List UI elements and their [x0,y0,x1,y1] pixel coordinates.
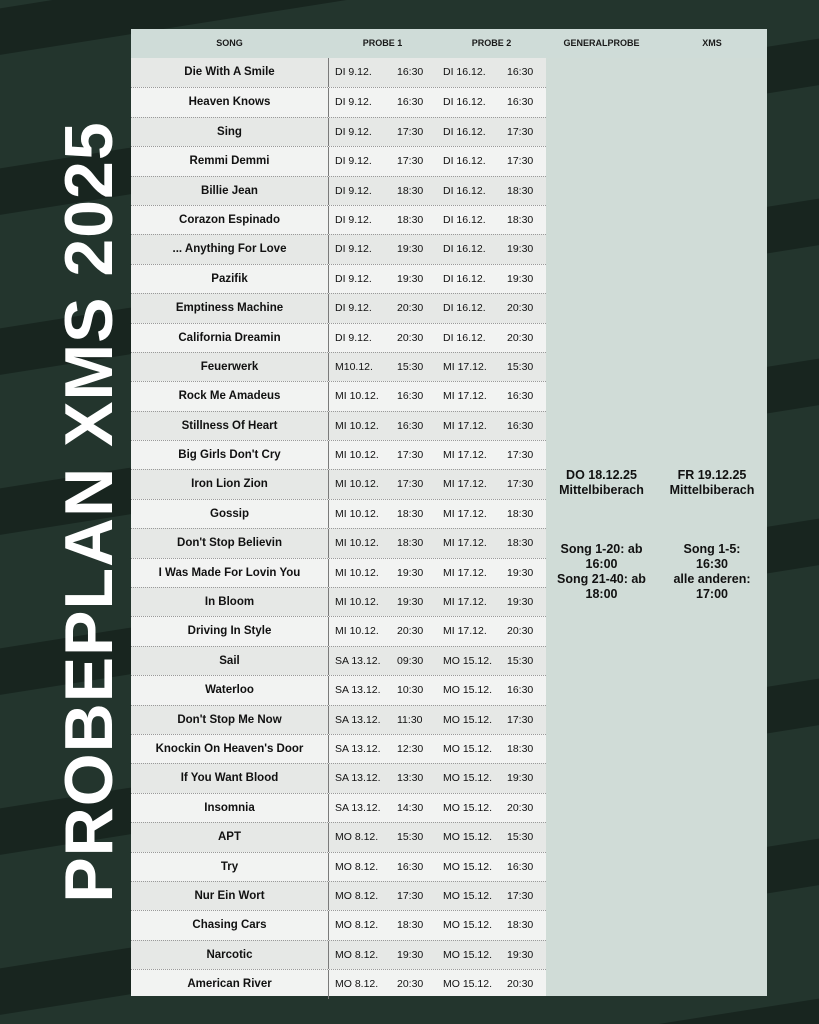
probe1-date: MI 10.12. [335,566,379,579]
table-row [131,793,546,822]
table-row [131,528,546,557]
probe1-time: 16:30 [397,390,424,403]
song-title: American River [187,978,272,991]
probe2-time: 20:30 [507,978,534,991]
table-row [131,822,546,851]
column-divider [328,235,329,263]
column-divider [328,441,329,469]
probe1-time: 19:30 [397,566,424,579]
table-row [131,734,546,763]
probe2-time: 17:30 [507,713,534,726]
column-divider [328,147,329,175]
column-divider [328,88,329,116]
probe2-date: MO 15.12. [443,713,493,726]
probe1-time: 18:30 [397,184,424,197]
song-title: Don't Stop Believin [177,537,282,550]
probe1-time: 16:30 [397,96,424,109]
table-row [131,293,546,322]
probe1-date: MI 10.12. [335,596,379,609]
probe1-date: MI 10.12. [335,537,379,550]
probe2-date: MI 17.12. [443,596,487,609]
generalprobe-time-line: 18:00 [585,587,618,601]
column-divider [328,353,329,381]
probe2-date: MO 15.12. [443,772,493,785]
table-row [131,440,546,469]
probe2-date: MI 17.12. [443,449,487,462]
probe2-time: 19:30 [507,272,534,285]
column-divider [328,647,329,675]
probe2-time: 19:30 [507,772,534,785]
probe2-time: 16:30 [507,684,534,697]
column-divider [328,500,329,528]
probe2-time: 16:30 [507,66,534,78]
probe2-time: 19:30 [507,243,534,256]
probe2-date: MO 15.12. [443,948,493,961]
song-title: Don't Stop Me Now [177,713,282,726]
probe1-time: 19:30 [397,243,424,256]
column-divider [328,206,329,234]
song-title: Insomnia [204,801,255,814]
probe1-time: 18:30 [397,919,424,932]
probe1-time: 17:30 [397,478,424,491]
probe2-date: MI 17.12. [443,390,487,403]
probe1-time: 12:30 [397,742,424,755]
probe1-time: 18:30 [397,537,424,550]
probe2-time: 17:30 [507,449,534,462]
probe2-date: DI 16.12. [443,125,486,138]
probe1-time: 09:30 [397,654,424,667]
probe2-date: MI 17.12. [443,507,487,520]
xms-time-line: alle anderen: [673,572,751,586]
song-title: In Bloom [204,596,255,609]
xms-time-line: Song 1-5: [683,542,741,556]
table-row [131,352,546,381]
table-row [131,940,546,969]
header-song: SONG [216,38,243,48]
probe1-date: DI 9.12. [335,184,372,197]
column-divider [328,58,329,87]
table-row [131,499,546,528]
xms-time-line: 16:30 [696,557,728,571]
table-row [131,146,546,175]
probe1-date: MI 10.12. [335,449,379,462]
song-title: APT [218,831,241,844]
song-title: Sing [217,125,242,138]
probe1-time: 17:30 [397,449,424,462]
column-divider [328,382,329,410]
probe1-time: 13:30 [397,772,424,785]
table-row [131,705,546,734]
table-row [131,910,546,939]
column-divider [328,853,329,881]
probe1-time: 18:30 [397,507,424,520]
table-header [131,29,767,58]
song-title: If You Want Blood [180,772,279,785]
probe2-time: 18:30 [507,213,534,226]
probe2-date: MI 17.12. [443,537,487,550]
probe2-date: MO 15.12. [443,919,493,932]
probe1-time: 19:30 [397,272,424,285]
column-divider [328,706,329,734]
column-divider [328,617,329,645]
probe2-date: MO 15.12. [443,831,493,844]
generalprobe-location: Mittelbiberach [559,483,644,497]
probe1-date: MI 10.12. [335,625,379,638]
generalprobe-cell [546,58,657,996]
table-row [131,675,546,704]
probe2-time: 17:30 [507,125,534,138]
probe2-time: 17:30 [507,478,534,491]
probe2-date: MO 15.12. [443,978,493,991]
probe1-time: 16:30 [397,419,424,432]
probe2-date: MI 17.12. [443,419,487,432]
probe1-time: 17:30 [397,155,424,168]
column-divider [328,911,329,939]
probe2-date: MI 17.12. [443,360,487,373]
song-title: ... Anything For Love [172,243,287,256]
probe2-time: 17:30 [507,155,534,168]
column-divider [328,470,329,498]
song-title: Heaven Knows [188,96,271,109]
song-title: Stillness Of Heart [181,419,278,432]
probe1-date: MI 10.12. [335,390,379,403]
probe1-date: SA 13.12. [335,713,381,726]
probe2-date: DI 16.12. [443,66,486,78]
xms-date: FR 19.12.25 [677,468,747,482]
probe1-date: SA 13.12. [335,772,381,785]
generalprobe-time-line: Song 1-20: ab [560,542,643,556]
probe2-date: MO 15.12. [443,860,493,873]
song-title: Die With A Smile [184,66,275,78]
probe1-time: 15:30 [397,831,424,844]
probe1-date: SA 13.12. [335,654,381,667]
table-row [131,852,546,881]
probe1-date: SA 13.12. [335,801,381,814]
probe1-date: DI 9.12. [335,125,372,138]
probe1-date: DI 9.12. [335,96,372,109]
table-row [131,411,546,440]
probe1-date: DI 9.12. [335,331,372,344]
probe1-time: 11:30 [397,713,423,726]
song-title: Emptiness Machine [175,302,284,315]
probe2-time: 16:30 [507,390,534,403]
song-title: Pazifik [211,272,248,285]
probe2-time: 15:30 [507,831,534,844]
header-generalprobe: GENERALPROBE [563,38,640,48]
probe1-date: DI 9.12. [335,66,372,78]
probe2-date: MI 17.12. [443,566,487,579]
probe2-date: DI 16.12. [443,302,486,315]
probe2-date: DI 16.12. [443,331,486,344]
probe1-time: 20:30 [397,978,424,991]
song-title: Iron Lion Zion [191,478,268,491]
probe2-time: 16:30 [507,419,534,432]
probe1-time: 15:30 [397,360,424,373]
probe2-time: 18:30 [507,919,534,932]
song-title: Try [220,860,239,873]
probe2-date: MO 15.12. [443,742,493,755]
probe1-time: 20:30 [397,331,424,344]
probe1-date: MO 8.12. [335,831,379,844]
probe2-date: DI 16.12. [443,96,486,109]
column-divider [328,764,329,792]
probe1-date: DI 9.12. [335,243,372,256]
probe2-date: MO 15.12. [443,684,493,697]
song-title: Sail [219,654,240,667]
probe1-date: MI 10.12. [335,478,379,491]
probe1-date: MO 8.12. [335,860,379,873]
probe1-time: 20:30 [397,625,424,638]
table-row [131,587,546,616]
song-title: I Was Made For Lovin You [158,566,301,579]
probe1-date: MO 8.12. [335,919,379,932]
probe1-time: 10:30 [397,684,424,697]
probe2-date: DI 16.12. [443,184,486,197]
song-title: Big Girls Don't Cry [178,449,281,462]
probe1-date: DI 9.12. [335,213,372,226]
song-title: Gossip [210,507,249,520]
table-row [131,58,546,87]
probe2-time: 15:30 [507,654,534,667]
probe1-time: 16:30 [397,860,424,873]
probe2-time: 19:30 [507,566,534,579]
probe2-time: 17:30 [507,889,534,902]
header-xms: XMS [702,38,722,48]
song-title: Nur Ein Wort [194,889,265,902]
probe2-time: 18:30 [507,537,534,550]
probe2-time: 20:30 [507,302,534,315]
column-divider [328,676,329,704]
column-divider [328,412,329,440]
song-title: Rock Me Amadeus [178,390,281,403]
column-divider [328,294,329,322]
probe1-time: 14:30 [397,801,424,814]
table-row [131,117,546,146]
probe1-date: SA 13.12. [335,684,381,697]
generalprobe-time-line: Song 21-40: ab [557,572,646,586]
probe2-time: 16:30 [507,860,534,873]
table-row [131,323,546,352]
table-row [131,646,546,675]
probe1-date: MO 8.12. [335,948,379,961]
song-title: Narcotic [206,948,253,961]
probe2-time: 16:30 [507,96,534,109]
probe2-time: 20:30 [507,331,534,344]
xms-cell [657,58,767,996]
probe1-date: MO 8.12. [335,889,379,902]
table-body [131,58,546,999]
probe2-date: DI 16.12. [443,155,486,168]
page-title: PROBEPLAN XMS 2025 [51,121,127,903]
xms-time-line: 17:00 [696,587,728,601]
schedule-table [131,29,767,996]
probe2-date: DI 16.12. [443,243,486,256]
column-divider [328,823,329,851]
song-title: Remmi Demmi [189,155,270,168]
column-divider [328,735,329,763]
song-title: Waterloo [205,684,254,697]
probe1-date: DI 9.12. [335,302,372,315]
header-probe2: PROBE 2 [471,38,512,48]
table-row [131,205,546,234]
column-divider [328,529,329,557]
column-divider [328,324,329,352]
probe1-date: DI 9.12. [335,272,372,285]
probe1-time: 17:30 [397,889,424,902]
probe1-time: 19:30 [397,948,424,961]
column-divider [328,265,329,293]
probe2-date: MO 15.12. [443,801,493,814]
table-row [131,264,546,293]
table-row [131,87,546,116]
probe2-date: MO 15.12. [443,889,493,902]
column-divider [328,794,329,822]
song-title: Billie Jean [201,184,258,197]
table-row [131,763,546,792]
probe2-date: MI 17.12. [443,478,487,491]
song-title: Knockin On Heaven's Door [155,742,304,755]
song-title: Chasing Cars [192,919,267,932]
song-title: Feuerwerk [200,360,259,373]
probe1-time: 17:30 [397,125,424,138]
column-divider [328,118,329,146]
song-title: Driving In Style [187,625,272,638]
table-row [131,881,546,910]
probe2-date: DI 16.12. [443,213,486,226]
column-divider [328,970,329,998]
table-row [131,381,546,410]
table-row [131,469,546,498]
probe1-date: MI 10.12. [335,419,379,432]
probe1-date: MI 10.12. [335,507,379,520]
probe2-time: 20:30 [507,625,534,638]
probe1-time: 18:30 [397,213,424,226]
probe2-time: 19:30 [507,948,534,961]
column-divider [328,559,329,587]
table-row [131,234,546,263]
generalprobe-time-line: 16:00 [585,557,618,571]
generalprobe-date: DO 18.12.25 [566,468,637,482]
table-row [131,176,546,205]
probe2-time: 19:30 [507,596,534,609]
column-divider [328,588,329,616]
probe1-date: M10.12. [335,360,373,373]
table-row [131,558,546,587]
song-title: Corazon Espinado [179,213,280,226]
probe1-time: 20:30 [397,302,424,315]
probe2-time: 15:30 [507,360,534,373]
header-probe1: PROBE 1 [362,38,403,48]
table-row [131,969,546,998]
song-title: California Dreamin [178,331,281,344]
probe2-date: MI 17.12. [443,625,487,638]
probe2-time: 20:30 [507,801,534,814]
probe1-date: SA 13.12. [335,742,381,755]
table-row [131,616,546,645]
probe2-date: MO 15.12. [443,654,493,667]
probe2-time: 18:30 [507,507,534,520]
column-divider [328,941,329,969]
probe1-date: MO 8.12. [335,978,379,991]
probe2-date: DI 16.12. [443,272,486,285]
xms-location: Mittelbiberach [669,483,755,497]
probe2-time: 18:30 [507,742,534,755]
column-divider [328,177,329,205]
probe2-time: 18:30 [507,184,534,197]
probe1-time: 19:30 [397,596,424,609]
column-divider [328,882,329,910]
probe1-time: 16:30 [397,66,424,78]
probe1-date: DI 9.12. [335,155,372,168]
